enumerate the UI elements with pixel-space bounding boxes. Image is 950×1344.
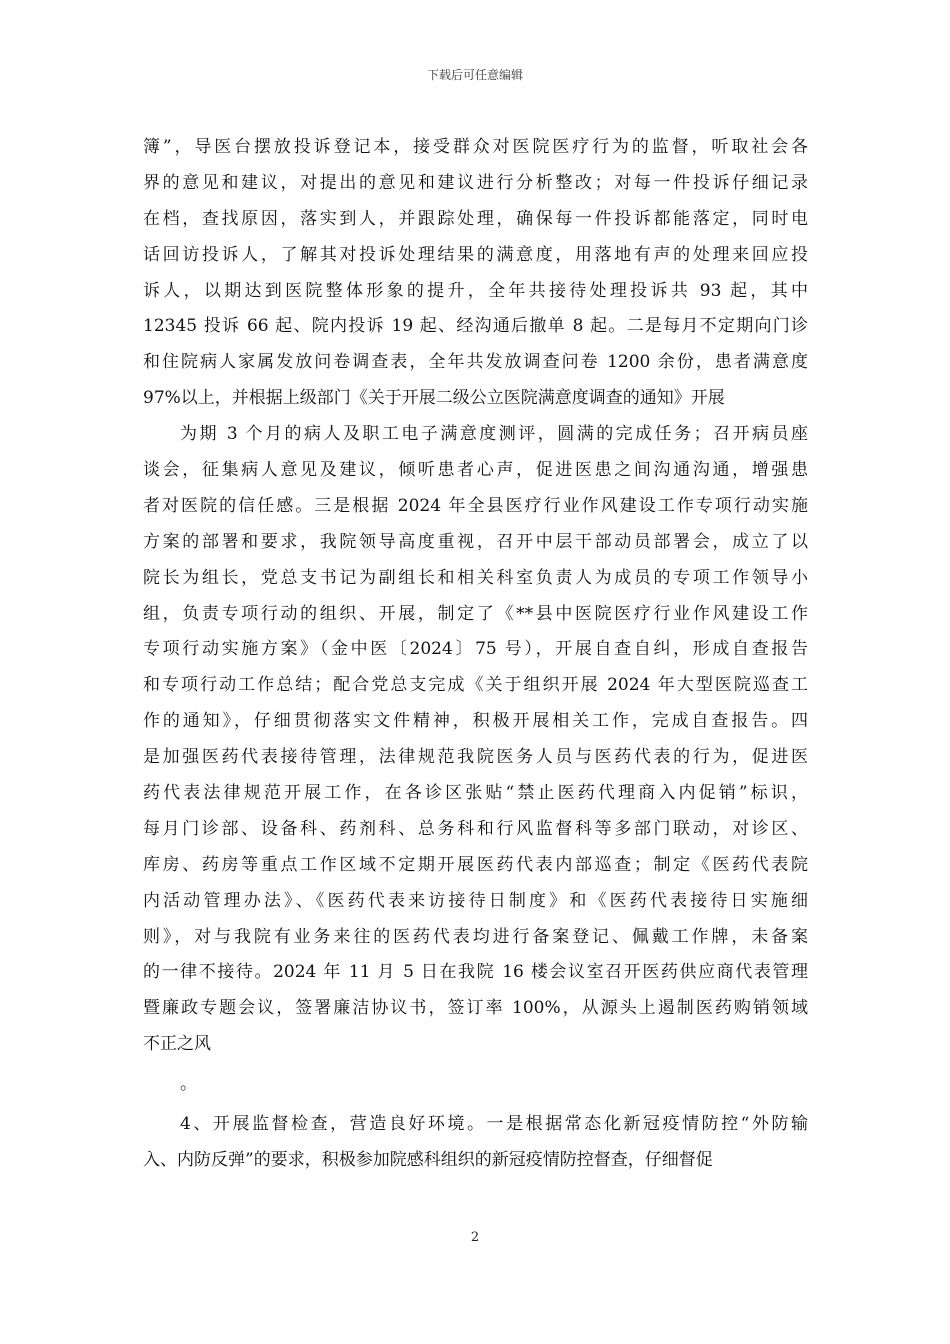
paragraph (143, 417, 808, 1063)
text-line: 药代表法律规范开展工作，在各诊区张贴“禁止医药代理商入内促销”标识， (143, 783, 808, 804)
text-line: 12345 投诉 66 起、院内投诉 19 起、经沟通后撤单 8 起。二是每月不定期向门诊 (143, 316, 808, 337)
text-line: 和专项行动工作总结；配合党总支完成《关于组织开展 2024 年大型医院巡查工 (143, 675, 808, 696)
text-line: 谈会，征集病人意见及建议，倾听患者心声，促进医患之间沟通沟通，增强患 (143, 460, 808, 481)
text-line: 为期 3 个月的病人及职工电子满意度测评，圆满的完成任务；召开病员座 (180, 424, 808, 445)
text-line: 专项行动实施方案》（金中医〔2024〕75 号），开展自查自纠，形成自查报告 (143, 639, 808, 660)
text-line: 是加强医药代表接待管理，法律规范我院医务人员与医药代表的行为，促进医 (143, 747, 808, 768)
text-line: 簿”，导医台摆放投诉登记本，接受群众对医院医疗行为的监督，听取社会各 (143, 137, 808, 157)
paragraph (143, 130, 808, 417)
page-header: 下载后可任意编辑 (426, 68, 523, 82)
text-line: 97%以上，并根据上级部门《关于开展二级公立医院满意度调查的通知》开展 (143, 388, 725, 409)
text-line: 暨廉政专题会议，签署廉洁协议书，签订率 100%，从源头上遏制医药购销领域 (143, 998, 808, 1019)
text-line: 作的通知》，仔细贯彻落实文件精神，积极开展相关工作，完成自查报告。四 (143, 711, 808, 732)
text-line: 诉人，以期达到医院整体形象的提升，全年共接待处理投诉共 93 起，其中 (143, 280, 808, 301)
text-line: 组，负责专项行动的组织、开展，制定了《**县中医院医疗行业作风建设工作 (143, 603, 808, 624)
text-line: 内活动管理办法》、《医药代表来访接待日制度》和《医药代表接待日实施细 (143, 890, 808, 911)
text-line: 和住院病人家属发放问卷调查表，全年共发放调查问卷 1200 余份，患者满意度 (143, 352, 808, 373)
text-line: 库房、药房等重点工作区域不定期开展医药代表内部巡查；制定《医药代表院 (143, 854, 808, 875)
paragraph (143, 1067, 808, 1103)
text-line: 界的意见和建议，对提出的意见和建议进行分析整改；对每一件投诉仔细记录 (143, 172, 808, 193)
text-line: 。 (180, 1074, 197, 1095)
text-line: 每月门诊部、设备科、药剂科、总务科和行风监督科等多部门联动，对诊区、 (143, 818, 808, 839)
text-line: 不正之风 (143, 1034, 211, 1055)
text-line: 入、内防反弹”的要求，积极参加院感科组织的新冠疫情防控督查，仔细督促 (143, 1149, 713, 1170)
text-line: 方案的部署和要求，我院领导高度重视，召开中层干部动员部署会，成立了以 (143, 531, 808, 552)
text-line: 者对医院的信任感。三是根据 2024 年全县医疗行业作风建设工作专项行动实施 (143, 495, 808, 516)
text-line: 院长为组长，党总支书记为副组长和相关科室负责人为成员的专项工作领导小 (143, 567, 808, 588)
text-line: 则》，对与我院有业务来往的医药代表均进行备案登记、佩戴工作牌，未备案 (143, 926, 808, 947)
document-body (143, 130, 808, 1179)
text-line: 话回访投诉人，了解其对投诉处理结果的满意度，用落地有声的处理来回应投 (143, 244, 808, 265)
text-line: 的一律不接待。2024 年 11 月 5 日在我院 16 楼会议室召开医药供应商代表管理 (143, 962, 808, 983)
page-number: 2 (470, 1230, 480, 1245)
text-line: 在档，查找原因，落实到人，并跟踪处理，确保每一件投诉都能落定，同时电 (143, 208, 808, 229)
paragraph (143, 1107, 808, 1179)
text-line: 4、开展监督检查，营造良好环境。一是根据常态化新冠疫情防控“外防输 (180, 1114, 808, 1135)
